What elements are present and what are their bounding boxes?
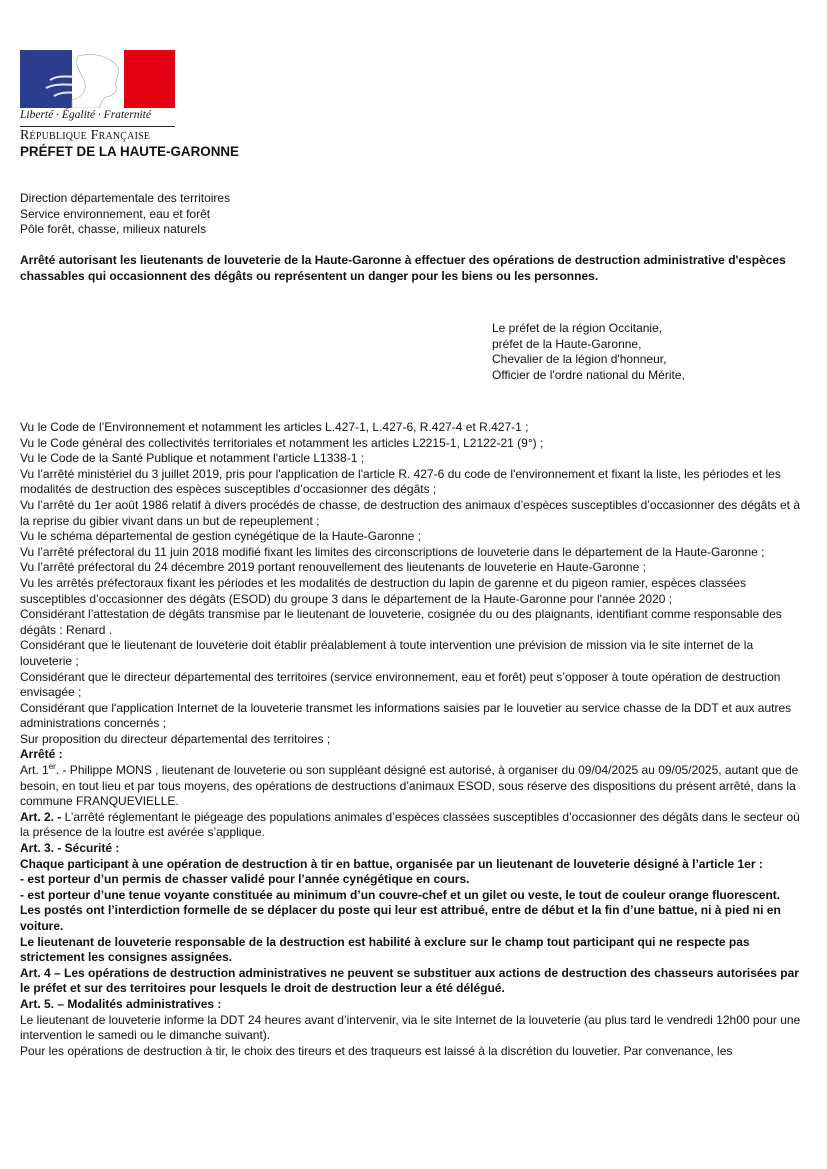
article-1-sup: er: [48, 762, 56, 772]
visa-line: Vu le Code de la Santé Publique et notamment l'article L1338-1 ;: [20, 451, 365, 466]
article-2-label: Art. 2. -: [20, 809, 62, 824]
service-line: Pôle forêt, chasse, milieux naturels: [20, 222, 207, 236]
considerant-line: Considérant que le lieutenant de louveterie doit établir préalablement à toute intervention une prévision de mission via le site internet de la louveterie ;: [20, 638, 754, 668]
considerant-line: Considérant l’attestation de dégâts transmise par le lieutenant de louveterie, cosignée du ou des plaignants, identifiant comme responsable des dégâts : Renard .: [20, 607, 782, 637]
signataire-line: Chevalier de la légion d'honneur,: [492, 352, 667, 366]
visa-line: Vu l’arrêté ministériel du 3 juillet 2019, pris pour l'application de l'article R. 427-6 du code de l'environnement et fixant la liste, les périodes et les modalités de destruction des espèces susceptibles d’occasionner des dégâts ;: [20, 466, 781, 497]
arrete-body: [20, 420, 807, 1059]
proposition-line: Sur proposition du directeur départemental des territoires ;: [20, 731, 331, 746]
visa-line: Vu l’arrêté préfectoral du 24 décembre 2019 portant renouvellement des lieutenants de louveterie en Haute-Garonne ;: [20, 560, 646, 575]
article-2-text: L’arrêté réglementant le piégeage des populations animales d’espèces classées susceptibles d’occasionner des dégâts dans le secteur où la présence de la loutre est avérée s’applique.: [20, 809, 800, 840]
visa-line: Vu le schéma départemental de gestion cynégétique de la Haute-Garonne ;: [20, 529, 422, 544]
visa-line: Vu l’arrêté préfectoral du 11 juin 2018 modifié fixant les limites des circonscriptions de louveterie dans le département de la Haute-Garonne ;: [20, 544, 765, 559]
article-3-line: Chaque participant à une opération de destruction à tir en battue, organisée par un lieutenant de louveterie désigné à l’article 1er :: [20, 856, 763, 871]
service-line: Service environnement, eau et forêt: [20, 206, 211, 221]
devise-republicaine: Liberté · Égalité · Fraternité: [20, 109, 151, 121]
article-1-text: . - Philippe MONS , lieutenant de louveterie ou son suppléant désigné est autorisé, à organiser du 09/04/2025 au 09/05/2025, autant que de besoin, en tout lieu et par tous moyens, des opérations de destructions d’animaux ESOD, sous réserve des dispositions du présent arrêté, dans la commune FRANQUEVIELLE.: [20, 763, 799, 809]
marianne-logo: [20, 50, 175, 108]
arrete-title: Arrêté autorisant les lieutenants de louveterie de la Haute-Garonne à effectuer des opérations de destruction administrative d'espèces chassables qui occasionnent des dégâts ou représentent un danger pour les biens ou les personnes.: [20, 253, 786, 283]
visa-line: Vu les arrêtés préfectoraux fixant les périodes et les modalités de destruction du lapin de garenne et du pigeon ramier, espèces classées susceptibles d’occasionner des dégâts (ESOD) du groupe 3 dans le département de la Haute-Garonne pour l'année 2020 ;: [20, 575, 746, 606]
article-5-paragraph: Le lieutenant de louveterie informe la DDT 24 heures avant d’intervenir, via le site Internet de la louveterie (au plus tard le vendredi 12h00 pour une intervention le samedi ou le dimanche suivant).: [20, 1012, 801, 1043]
service-line: Direction départementale des territoires: [20, 191, 231, 205]
article-1-label: Art. 1: [20, 763, 49, 778]
article-5-label: Art. 5. – Modalités administratives :: [20, 996, 222, 1011]
signataire-line: Le préfet de la région Occitanie,: [492, 321, 663, 335]
visa-line: Vu le Code général des collectivités territoriales et notamment les articles L2215-1, L2122-21 (9°) ;: [20, 435, 544, 450]
article-1: [20, 763, 807, 810]
signataire-line: Officier de l'ordre national du Mérite,: [492, 367, 685, 382]
prefet-heading: PRÉFET DE LA HAUTE-GARONNE: [20, 144, 239, 159]
republique-francaise-label: République Française: [20, 128, 151, 143]
article-2: [20, 810, 807, 841]
article-4: Art. 4 – Les opérations de destruction administratives ne peuvent se substituer aux actions de destruction des chasseurs autorisées par le préfet et sur des territoires pour lesquels le droit de destruction leur a été délégué.: [20, 965, 799, 996]
considerant-line: Considérant que le directeur départemental des territoires (service environnement, eau et forêt) peut s’opposer à toute opération de destruction envisagée ;: [20, 669, 781, 700]
article-3-line: Le lieutenant de louveterie responsable de la destruction est habilité à exclure sur le champ tout participant qui ne respecte pas strictement les consignes assignées.: [20, 934, 750, 965]
signataire-line: préfet de la Haute-Garonne,: [492, 336, 642, 351]
arrete-label: Arrêté :: [20, 747, 63, 762]
service-block: [20, 191, 230, 238]
article-3-label: Art. 3. - Sécurité :: [20, 841, 120, 856]
divider: [20, 126, 175, 127]
article-3-line: Les postés ont l’interdiction formelle de se déplacer du poste qui leur est attribué, entre de début et la fin d’une battue, ni à pied ni en voiture.: [20, 903, 781, 933]
article-5-paragraph: Pour les opérations de destruction à tir, le choix des tireurs et des traqueurs est laissé à la discrétion du louvetier. Par convenance, les: [20, 1043, 733, 1058]
article-3-line: - est porteur d’une tenue voyante constituée au minimum d’un couvre-chef et un gilet ou veste, le tout de couleur orange fluorescent.: [20, 887, 781, 902]
signataire-block: [492, 321, 685, 383]
visa-line: Vu le Code de l’Environnement et notamment les articles L.427-1, L.427-6, R.427-4 et R.427-1 ;: [20, 420, 529, 434]
considerant-line: Considérant que l'application Internet de la louveterie transmet les informations saisies par le louvetier au service chasse de la DDT et aux autres administrations concernés ;: [20, 700, 792, 731]
article-3-line: - est porteur d’un permis de chasser validé pour l’année cynégétique en cours.: [20, 872, 470, 887]
visa-line: Vu l’arrêté du 1er août 1986 relatif à divers procédés de chasse, de destruction des animaux d’espèces susceptibles d’occasionner des dégâts et à la reprise du gibier vivant dans un but de repeuplement ;: [20, 497, 801, 528]
